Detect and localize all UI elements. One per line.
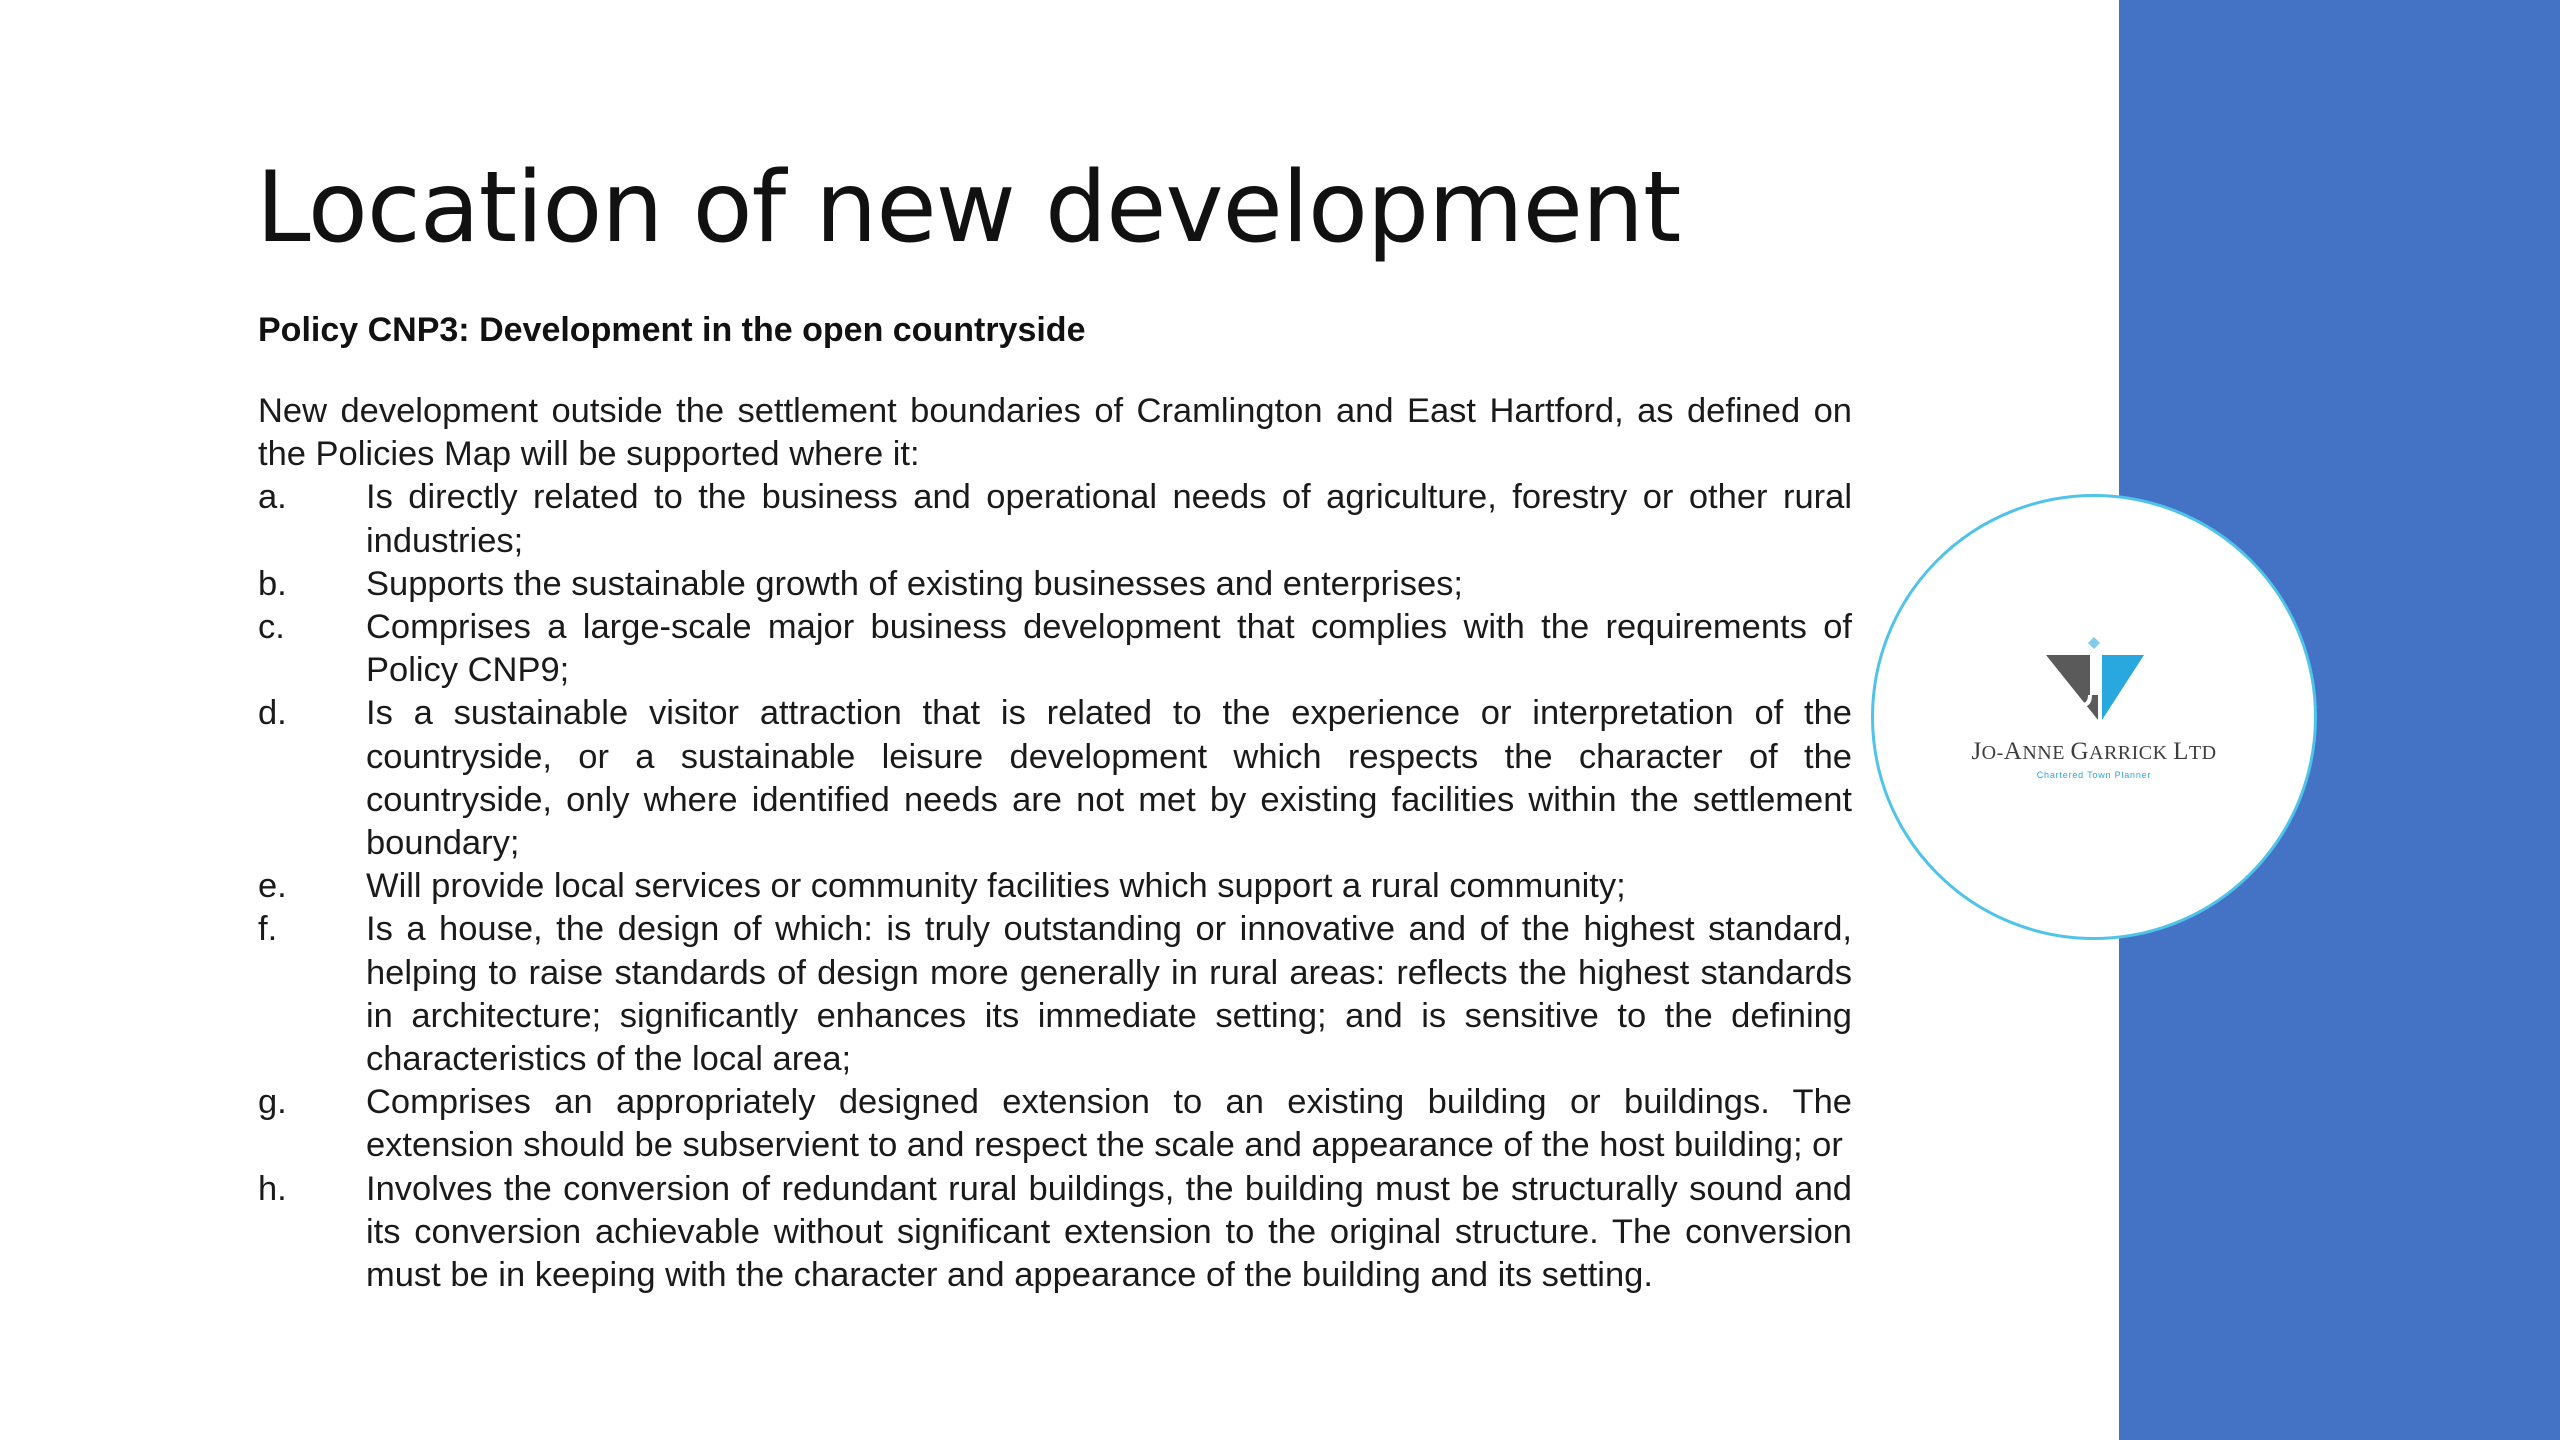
criterion-marker: h. <box>258 1169 287 1208</box>
criterion-marker: g. <box>258 1083 287 1122</box>
criterion-f <box>258 908 1852 1081</box>
criterion-text: Will provide local services or community facilities which support a rural community; <box>366 867 1626 906</box>
criterion-a <box>258 476 1852 562</box>
criterion-text: Comprises an appropriately designed extension to an existing building or buildings. The extension should be subservient to and respect the scale and appearance of the host building; or <box>366 1083 1852 1165</box>
criterion-text: Is a sustainable visitor attraction that is related to the experience or interpretation of the countryside, or a sustainable leisure development which respects the character of the countryside, only where identified needs are not met by existing facilities within the settlement boundary; <box>366 694 1852 863</box>
logo-tagline: Chartered Town Planner <box>2036 770 2152 780</box>
criterion-text: Is a house, the design of which: is truly outstanding or innovative and of the highest standard, helping to raise standards of design more generally in rural areas: reflects the highest standards in architecture; significantly enhances its immediate setting; and is sensitive to the defining characteristics of the local area; <box>366 910 1852 1079</box>
criterion-marker: e. <box>258 867 287 906</box>
policy-intro: New development outside the settlement boundaries of Cramlington and East Hartford, as defined on the Policies Map will be supported where it: <box>258 392 1852 474</box>
policy-body <box>258 390 1852 1297</box>
policy-heading: Policy CNP3: Development in the open countryside <box>258 311 1086 349</box>
criteria-list <box>258 476 1852 1297</box>
criterion-b <box>258 563 1852 606</box>
criterion-marker: d. <box>258 694 287 733</box>
criterion-marker: c. <box>258 608 285 647</box>
company-logo <box>1871 494 2317 940</box>
logo-company-name: JO-ANNE GARRICK LTD <box>1971 738 2217 765</box>
slide-title: Location of new development <box>256 151 1681 265</box>
criterion-marker: f. <box>258 910 278 949</box>
criterion-marker: a. <box>258 478 287 517</box>
criterion-text: Comprises a large-scale major business development that complies with the requirements of Policy CNP9; <box>366 608 1852 690</box>
criterion-marker: b. <box>258 564 287 603</box>
criterion-h <box>258 1168 1852 1298</box>
criterion-c <box>258 606 1852 692</box>
criterion-text: Is directly related to the business and operational needs of agriculture, forestry or other rural industries; <box>366 478 1852 560</box>
criterion-text: Supports the sustainable growth of existing businesses and enterprises; <box>366 564 1463 603</box>
criterion-text: Involves the conversion of redundant rural buildings, the building must be structurally sound and its conversion achievable without significant extension to the original structure. The conversion must be in keeping with the character and appearance of the building and its setting. <box>366 1169 1852 1295</box>
diamond-logo-icon <box>2044 635 2146 723</box>
criterion-g <box>258 1081 1852 1167</box>
criterion-e <box>258 865 1852 908</box>
criterion-d <box>258 692 1852 865</box>
